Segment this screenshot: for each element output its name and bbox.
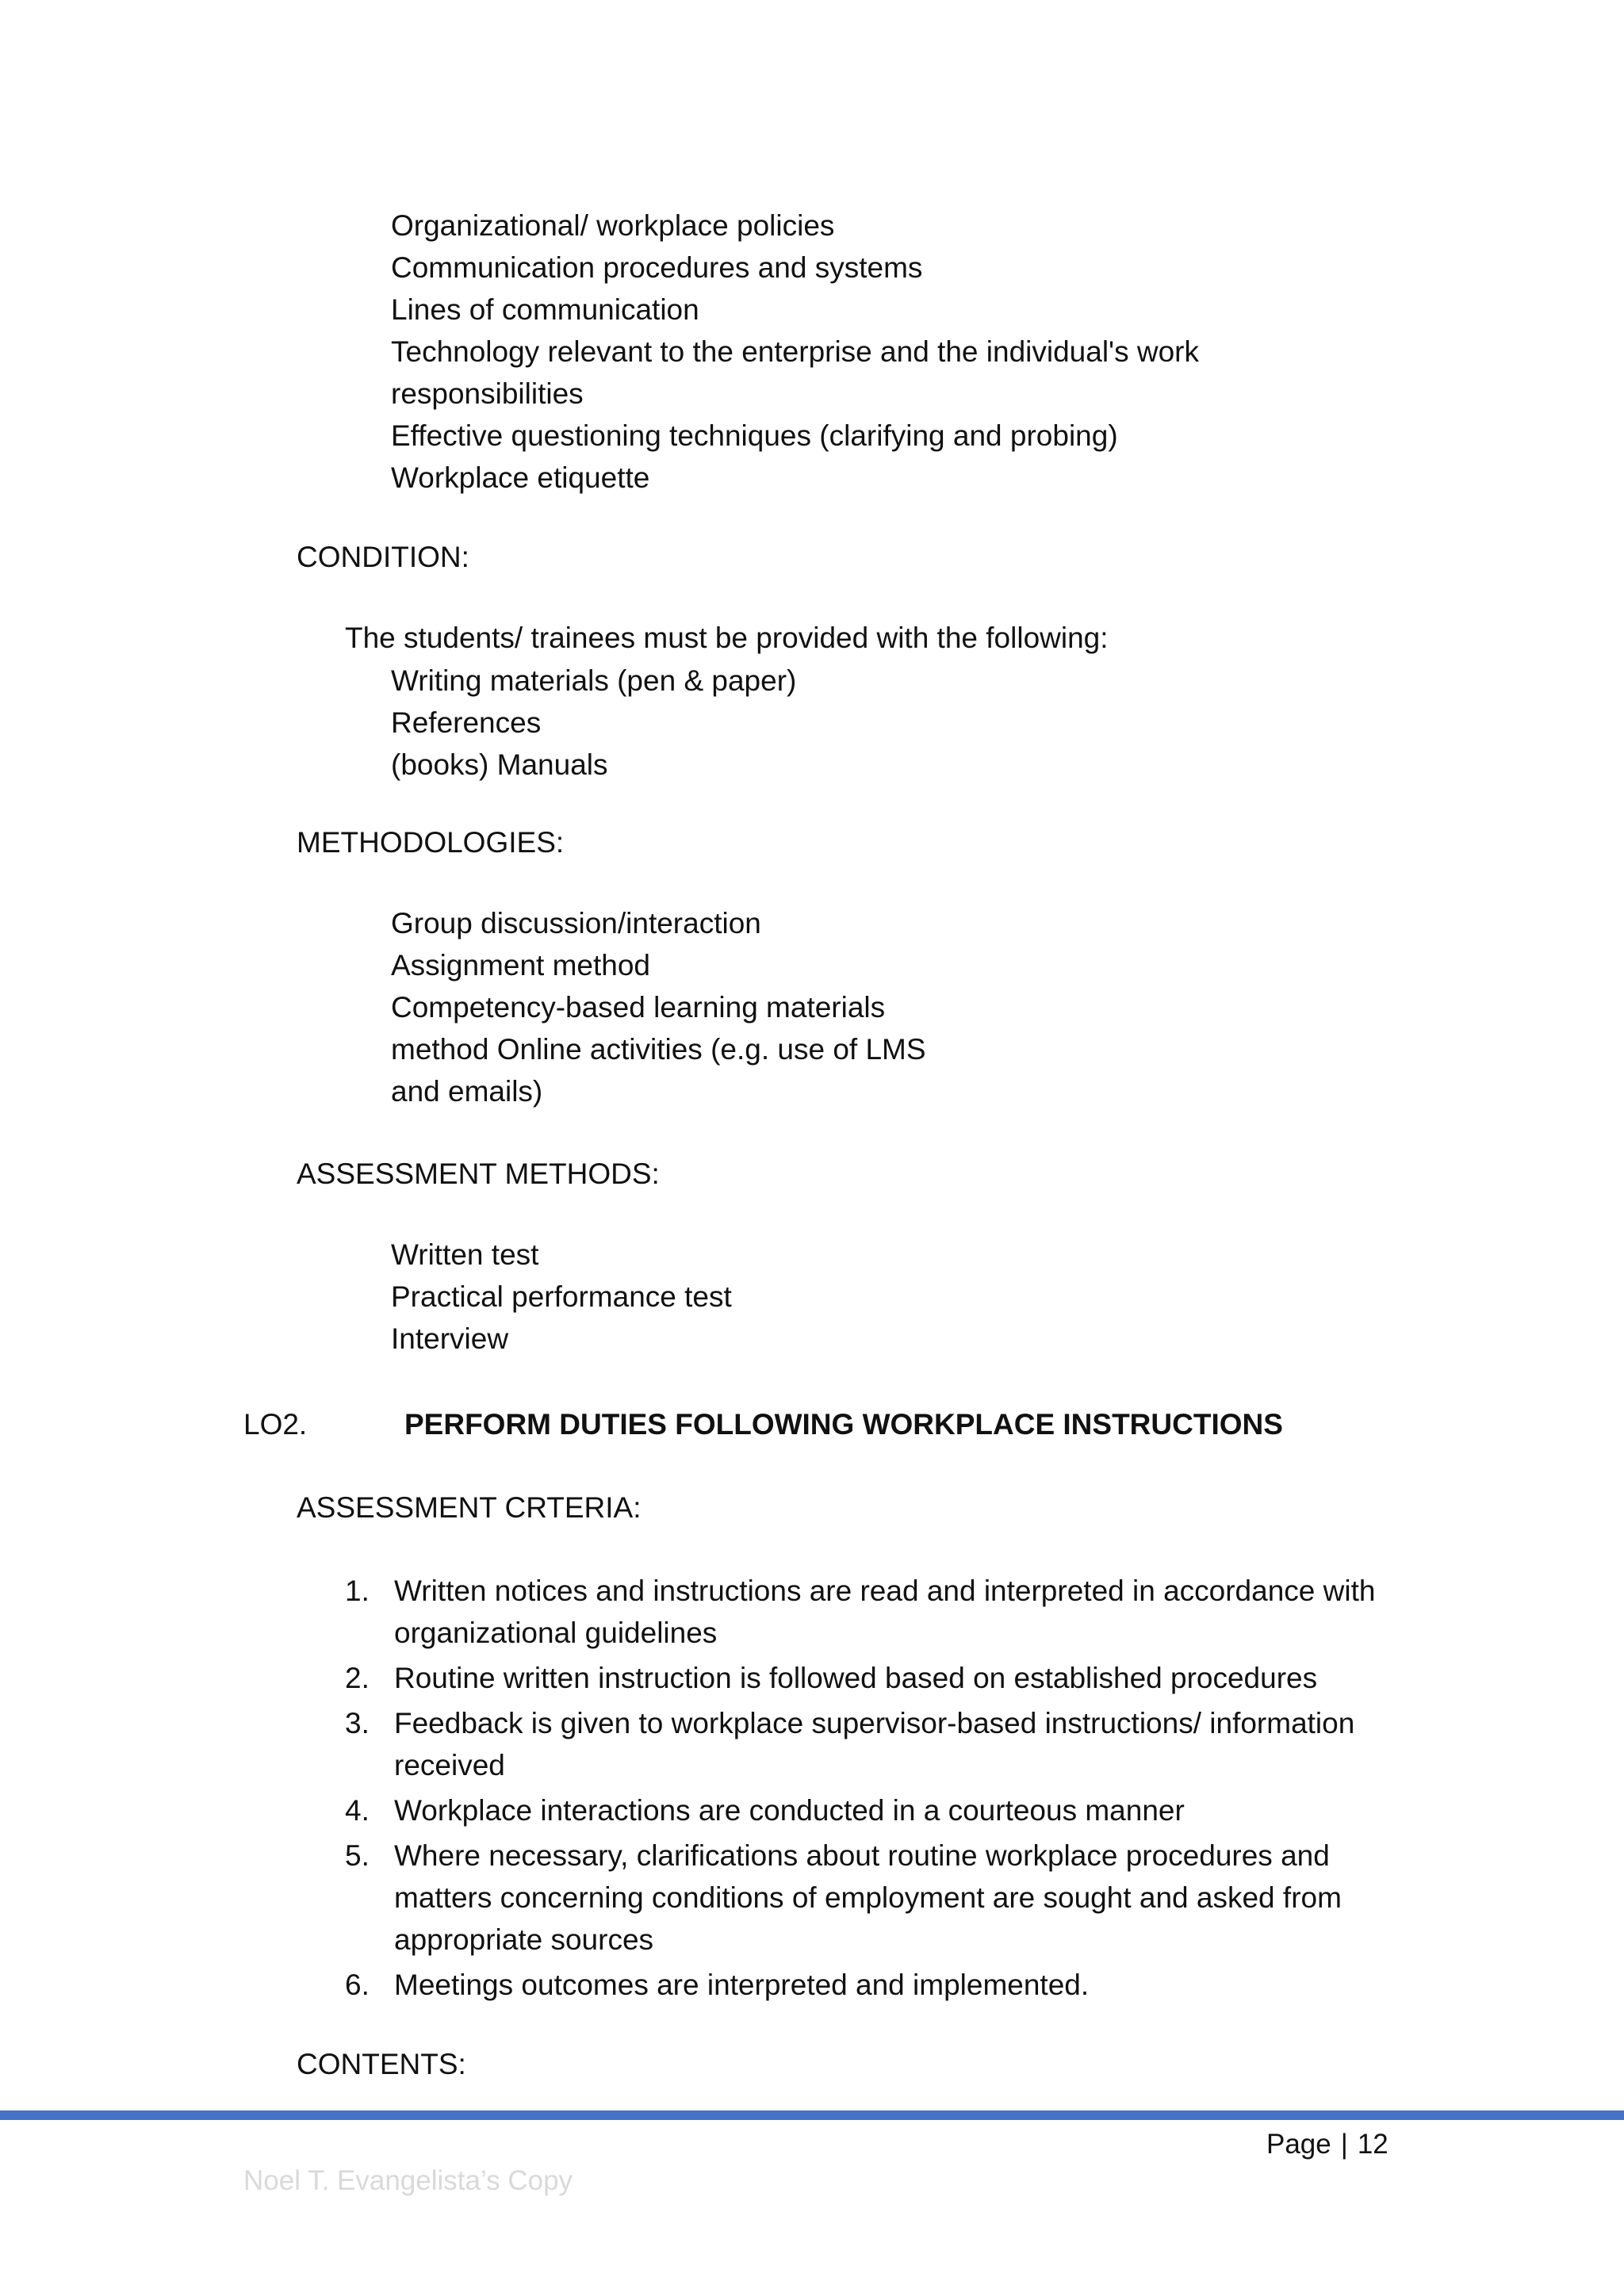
assessment-methods-heading: ASSESSMENT METHODS: <box>297 1158 660 1190</box>
assessment-criteria-list <box>345 1570 1392 2009</box>
condition-heading: CONDITION: <box>297 541 469 573</box>
criteria-number: 6. <box>345 1969 370 2001</box>
assessment-methods-list <box>391 1234 732 1360</box>
assessment-method-item: Written test <box>391 1238 539 1271</box>
criteria-item <box>345 1835 1392 1961</box>
criteria-item <box>345 1964 1392 2006</box>
assessment-method-item: Practical performance test <box>391 1280 732 1313</box>
methodology-item: method Online activities (e.g. use of LMS <box>391 1033 926 1066</box>
page-label: Page <box>1266 2129 1331 2160</box>
condition-list <box>391 660 796 786</box>
criteria-number: 4. <box>345 1794 370 1827</box>
page-separator: | <box>1340 2129 1348 2160</box>
knowledge-item: Technology relevant to the enterprise and the individual's work <box>391 335 1199 368</box>
page-number-value: 12 <box>1357 2129 1388 2160</box>
criteria-text: Workplace interactions are conducted in a courteous manner <box>394 1794 1185 1827</box>
knowledge-item: Workplace etiquette <box>391 461 650 494</box>
assessment-method-item: Interview <box>391 1322 509 1355</box>
methodology-item: Assignment method <box>391 949 651 982</box>
knowledge-item: Organizational/ workplace policies <box>391 209 835 242</box>
criteria-text: Feedback is given to workplace supervisor-based instructions/ information received <box>394 1707 1355 1781</box>
condition-item: References <box>391 706 542 739</box>
condition-intro: The students/ trainees must be provided with the following: <box>345 622 1109 654</box>
methodology-item: Group discussion/interaction <box>391 907 761 939</box>
criteria-text: Meetings outcomes are interpreted and implemented. <box>394 1969 1090 2001</box>
assessment-criteria-heading: ASSESSMENT CRTERIA: <box>297 1491 642 1524</box>
contents-heading: CONTENTS: <box>297 2048 466 2080</box>
criteria-text: Where necessary, clarifications about routine workplace procedures and matters concerning conditions of employment are sought and asked from appropriate sources <box>394 1839 1342 1956</box>
methodologies-heading: METHODOLOGIES: <box>297 826 565 859</box>
criteria-text: Written notices and instructions are read and interpreted in accordance with organizational guidelines <box>394 1575 1376 1649</box>
criteria-item <box>345 1657 1392 1699</box>
knowledge-item: Effective questioning techniques (clarifying and probing) <box>391 419 1118 452</box>
criteria-text: Routine written instruction is followed based on established procedures <box>394 1662 1318 1694</box>
criteria-item <box>345 1570 1392 1654</box>
knowledge-item: Communication procedures and systems <box>391 251 923 284</box>
copy-watermark: Noel T. Evangelista’s Copy <box>243 2165 573 2196</box>
footer-rule <box>0 2110 1624 2120</box>
condition-item: (books) Manuals <box>391 748 608 781</box>
methodology-item: and emails) <box>391 1075 543 1108</box>
knowledge-item: responsibilities <box>391 377 584 410</box>
page-number <box>1266 2125 1388 2164</box>
criteria-number: 3. <box>345 1707 370 1739</box>
lo2-title: PERFORM DUTIES FOLLOWING WORKPLACE INSTRUCTIONS <box>404 1408 1283 1441</box>
criteria-item <box>345 1702 1392 1786</box>
knowledge-list <box>391 205 1199 499</box>
criteria-number: 5. <box>345 1839 370 1872</box>
criteria-item <box>345 1789 1392 1831</box>
methodology-item: Competency-based learning materials <box>391 991 886 1024</box>
knowledge-item: Lines of communication <box>391 293 699 326</box>
criteria-number: 1. <box>345 1575 370 1607</box>
criteria-number: 2. <box>345 1662 370 1694</box>
lo2-label: LO2. <box>243 1408 308 1441</box>
condition-item: Writing materials (pen & paper) <box>391 664 797 697</box>
methodologies-list <box>391 902 926 1112</box>
